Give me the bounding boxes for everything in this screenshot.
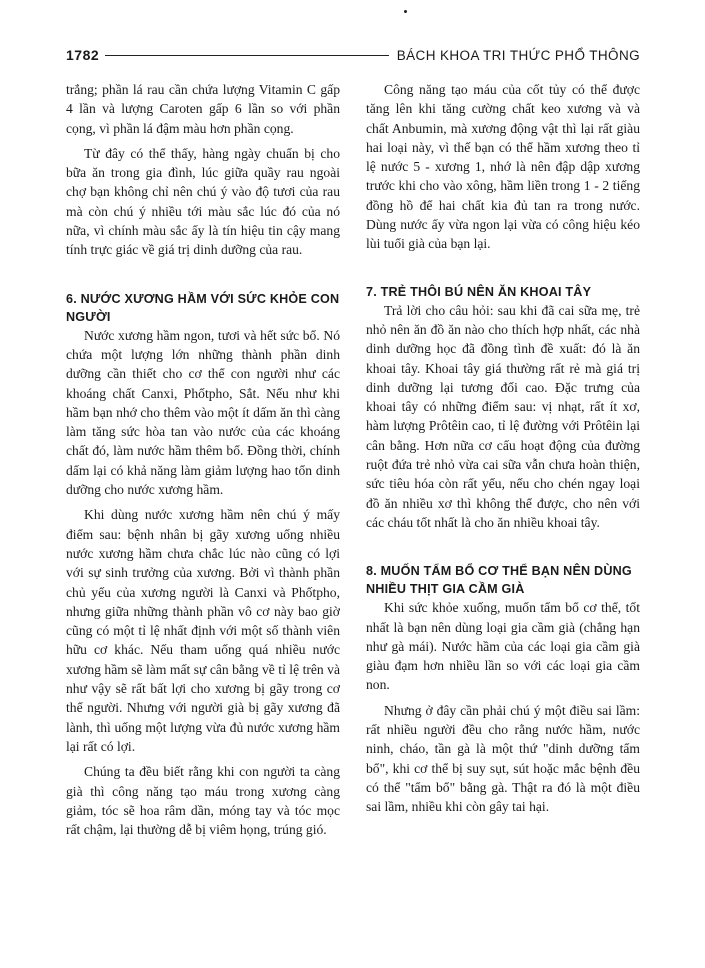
right-column — [366, 80, 640, 817]
paragraph: Nước xương hầm ngon, tươi và hết sức bổ. Nó chứa một lượng lớn những thành phần dinh dưỡng cần thiết cho cơ thể con người như các khoáng chất Canxi, Phốtpho, Sắt. Nếu như khi hầm bạn nhớ cho thêm vào một ít dấm ăn thì càng làm tăng sức hòa tan vào nước của các khoáng chất đó, làm nước hầm thêm bổ. Đồng thời, chính dấm lại có khả năng làm giảm lượng hao tổn dinh dưỡng cho nước xương hầm. — [66, 327, 340, 498]
running-title: BÁCH KHOA TRI THỨC PHỔ THÔNG — [396, 47, 640, 63]
left-column — [66, 80, 340, 839]
paragraph: Nhưng ở đây cần phải chú ý một điều sai lầm: rất nhiều người đều cho rằng nước hầm, nước ninh, cháo, tần gà là một thứ "dinh dưỡng tẩm bổ", khi cơ thể bị suy sụt, sút hoặc mắc bệnh đều có thể "tẩm bổ" bằng gà. Thật ra đó là một điều sai lầm, nhiều khi còn gây tai hại. — [366, 702, 640, 815]
section-heading-6: 6. NƯỚC XƯƠNG HẦM VỚI SỨC KHỎE CON NGƯỜI — [66, 291, 340, 324]
paragraph: Chúng ta đều biết rằng khi con người ta càng già thì công năng tạo máu trong xương càng giảm, tóc sẽ hoa râm dần, móng tay và tóc mọc rất chậm, lại thường dễ bị viêm họng, trúng gió. — [66, 764, 340, 838]
page-speck — [404, 10, 407, 13]
paragraph: Công năng tạo máu của cốt tủy có thể được tăng lên khi tăng cường chất keo xương và và chất Anbumin, mà xương động vật thì lại rất giàu hai loại này, vì thế bạn có thể hầm xương theo tỉ lệ nước 5 - xương 1, nhớ là nên đập dập xương trước khi cho vào xông, hầm liền trong 1 - 2 tiếng đồng hồ để hai chất kia đủ tan ra trong nước. Dùng nước ấy vừa ngon lại vừa có công hiệu kéo lùi tuổi già của bạn lại. — [366, 82, 640, 252]
paragraph: Khi sức khỏe xuống, muốn tẩm bổ cơ thể, tốt nhất là bạn nên dùng loại gia cầm già (chẳng hạn như gà mái). Nước hầm của các loại gia cầm già giàu đạm hơn nhiều lần so với các loại gia cầm non. — [366, 600, 640, 693]
section-heading-7: 7. TRẺ THÔI BÚ NÊN ĂN KHOAI TÂY — [366, 284, 592, 299]
paragraph: Từ đây có thể thấy, hàng ngày chuẩn bị cho bữa ăn trong gia đình, lúc giữa quầy rau ngoài chợ bạn không chỉ nên chú ý vào độ tươi của rau mà còn chú ý nhiều tới màu sắc lúc đó của nó nữa, vì chính màu sắc ấy là tín hiệu tin cậy mang tính trực giác về giá trị dinh dưỡng của rau. — [66, 145, 340, 258]
paragraph: Trả lời cho câu hỏi: sau khi đã cai sữa mẹ, trẻ nhỏ nên ăn đồ ăn nào cho thích hợp nhất, các nhà dinh dưỡng học đã đồng tình đề xuất: đó là ăn khoai tây. Khoai tây giá thường rất rẻ mà giá trị dinh dưỡng lại tương đối cao. Đặc trưng của khoai tây có những điểm sau: vị nhạt, rất ít xơ, hàm lượng Prôtêin cao, tỉ lệ đường với Prôtêin lại cân bằng. Hơn nữa cơ cấu hoạt động của đường ruột đứa trẻ nhỏ vừa cai sữa vẫn chưa hoàn thiện, sức tiêu hóa còn rất yếu, nếu cho chén ngay loại đồ ăn nhiều xơ thì không thể được, cho nên với các cháu tốt nhất là cho ăn nhiều khoai tây. — [366, 302, 640, 530]
page-header — [66, 46, 640, 64]
paragraph: trắng; phần lá rau cần chứa lượng Vitamin C gấp 4 lần và lượng Caroten gấp 6 lần so với phần cọng, vì phần lá đậm màu hơn phần cọng. — [66, 82, 340, 136]
section-heading-8: 8. MUỐN TẨM BỔ CƠ THỂ BẠN NÊN DÙNG NHIỀU THỊT GIA CẦM GIÀ — [366, 564, 632, 597]
paragraph: Khi dùng nước xương hầm nên chú ý mấy điểm sau: bệnh nhân bị gãy xương uống nhiều nước xương hầm chưa chắc lúc nào cũng có lợi với sự sinh trưởng của xương. Bởi vì thành phần chủ yếu của xương người là Canxi và Phốtpho, nhưng giữa những thành phần vô cơ này bao giờ cũng có một tỉ lệ nhất định với một số thành viên hữu cơ khác. Nếu tham uống quá nhiều nước xương hầm sẽ làm mất sự cân bằng về tỉ lệ trên và như vậy sẽ rất bất lợi cho xương bị gãy trong cơ thể người. Nhưng với người già bị gãy xương đã lành, thì uống một lượng vừa đủ nước xương hầm lại rất có lợi. — [66, 507, 340, 754]
page-number: 1782 — [66, 47, 100, 63]
header-rule — [105, 55, 389, 56]
